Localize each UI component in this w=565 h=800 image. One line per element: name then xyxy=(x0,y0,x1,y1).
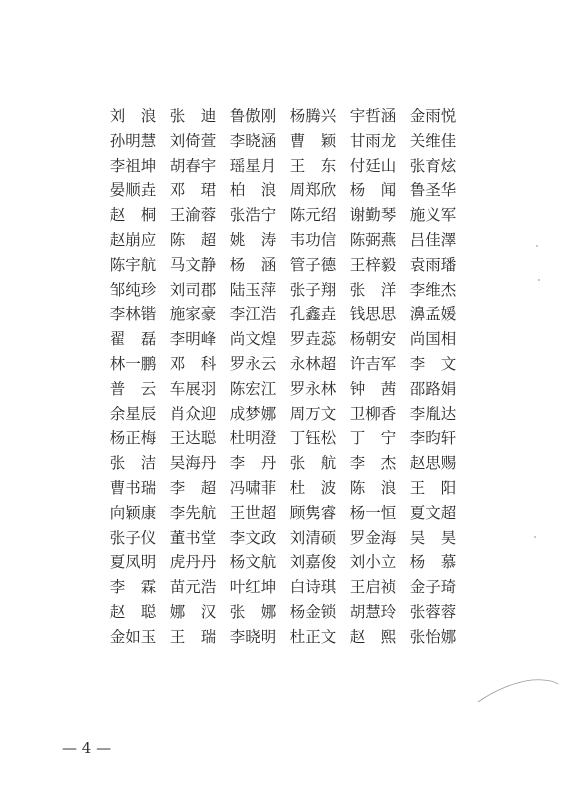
name-entry: 丁 宁 xyxy=(349,429,397,448)
name-entry: 罗垚蕊 xyxy=(289,330,337,349)
name-entry: 刘 浪 xyxy=(109,107,157,125)
name-entry: 谢勤琴 xyxy=(349,206,397,225)
name-entry: 罗金海 xyxy=(349,528,397,547)
name-entry: 陈宏江 xyxy=(229,379,277,398)
name-entry: 罗永云 xyxy=(229,354,277,373)
name-entry: 王渝蓉 xyxy=(169,206,217,225)
name-entry: 管子德 xyxy=(289,255,337,274)
name-entry: 胡春宇 xyxy=(169,156,217,175)
name-entry: 杨 闻 xyxy=(349,181,397,200)
name-entry: 王启祯 xyxy=(349,578,397,597)
name-entry: 关维佳 xyxy=(409,131,457,150)
name-entry: 顾隽睿 xyxy=(289,503,337,522)
name-entry: 李江浩 xyxy=(229,305,277,324)
name-entry: 李明峰 xyxy=(169,330,217,349)
name-entry: 陈元绍 xyxy=(289,206,337,225)
name-entry: 张 洁 xyxy=(109,454,157,473)
name-entry: 李昀轩 xyxy=(409,429,457,448)
name-entry: 邓 科 xyxy=(169,354,217,373)
name-entry: 韦功信 xyxy=(289,230,337,249)
name-entry: 鲁圣华 xyxy=(409,181,457,200)
name-entry: 卫柳香 xyxy=(349,404,397,423)
name-entry: 袁雨璠 xyxy=(409,255,457,274)
name-entry: 李 文 xyxy=(409,354,457,373)
name-entry: 杜明澄 xyxy=(229,429,277,448)
name-entry: 李文政 xyxy=(229,528,277,547)
name-entry: 宇哲涵 xyxy=(349,107,397,125)
name-entry: 金子琦 xyxy=(409,578,457,597)
name-entry: 李 超 xyxy=(169,478,217,497)
name-entry: 张 迪 xyxy=(169,107,217,125)
name-entry: 付廷山 xyxy=(349,156,397,175)
name-entry: 李先航 xyxy=(169,503,217,522)
name-entry: 刘倚萱 xyxy=(169,131,217,150)
name-entry: 尚文煌 xyxy=(229,330,277,349)
name-entry: 姚 涛 xyxy=(229,230,277,249)
name-entry: 施家豪 xyxy=(169,305,217,324)
name-entry: 李祖坤 xyxy=(109,156,157,175)
name-entry: 林一鹏 xyxy=(109,354,157,373)
name-list xyxy=(103,104,463,650)
scan-speck xyxy=(538,279,540,281)
name-entry: 叶红坤 xyxy=(229,578,277,597)
name-entry: 张 航 xyxy=(289,454,337,473)
name-entry: 赵 熙 xyxy=(349,627,397,646)
name-entry: 成梦娜 xyxy=(229,404,277,423)
name-entry: 杨金锁 xyxy=(289,602,337,621)
name-entry: 张子翔 xyxy=(289,280,337,299)
name-entry: 张子仪 xyxy=(109,528,157,547)
name-entry: 瑶星月 xyxy=(229,156,277,175)
name-entry: 杨腾兴 xyxy=(289,107,337,125)
name-entry: 张蓉蓉 xyxy=(409,602,457,621)
name-entry: 李胤达 xyxy=(409,404,457,423)
name-entry: 钟 茜 xyxy=(349,379,397,398)
name-entry: 夏文超 xyxy=(409,503,457,522)
name-entry: 普 云 xyxy=(109,379,157,398)
pen-mark-decoration xyxy=(470,672,560,712)
name-entry: 刘清硕 xyxy=(289,528,337,547)
name-entry: 晏顺垚 xyxy=(109,181,157,200)
name-entry: 刘嘉俊 xyxy=(289,553,337,572)
name-entry: 金如玉 xyxy=(109,627,157,646)
name-entry: 柏 浪 xyxy=(229,181,277,200)
name-entry: 杨 慕 xyxy=(409,553,457,572)
name-entry: 陈 浪 xyxy=(349,478,397,497)
name-entry: 张育炫 xyxy=(409,156,457,175)
name-entry: 陈宇航 xyxy=(109,255,157,274)
name-entry: 余星辰 xyxy=(109,404,157,423)
name-entry: 丁钰松 xyxy=(289,429,337,448)
name-entry: 周万文 xyxy=(289,404,337,423)
name-entry: 冯啸菲 xyxy=(229,478,277,497)
name-entry: 陆玉萍 xyxy=(229,280,277,299)
name-entry: 罗永林 xyxy=(289,379,337,398)
name-entry: 夏凤明 xyxy=(109,553,157,572)
name-entry: 许吉军 xyxy=(349,354,397,373)
name-entry: 杨一恒 xyxy=(349,503,397,522)
name-entry: 李 丹 xyxy=(229,454,277,473)
name-entry: 车展羽 xyxy=(169,379,217,398)
name-entry: 虎丹丹 xyxy=(169,553,217,572)
name-entry: 李维杰 xyxy=(409,280,457,299)
scan-speck xyxy=(536,245,538,247)
name-entry: 吴海丹 xyxy=(169,454,217,473)
name-entry: 濞孟媛 xyxy=(409,305,457,324)
name-entry: 娜 汉 xyxy=(169,602,217,621)
name-entry: 肖众迎 xyxy=(169,404,217,423)
name-entry: 张 娜 xyxy=(229,602,277,621)
name-entry: 刘小立 xyxy=(349,553,397,572)
name-entry: 钱思思 xyxy=(349,305,397,324)
name-entry: 王梓毅 xyxy=(349,255,397,274)
name-entry: 邓 珺 xyxy=(169,181,217,200)
name-entry: 王 阳 xyxy=(409,478,457,497)
name-entry: 向颖康 xyxy=(109,503,157,522)
name-entry: 刘司郡 xyxy=(169,280,217,299)
name-entry: 陈 超 xyxy=(169,230,217,249)
name-entry: 李林锴 xyxy=(109,305,157,324)
name-entry: 王 东 xyxy=(289,156,337,175)
name-entry: 尚国相 xyxy=(409,330,457,349)
name-entry: 杨正梅 xyxy=(109,429,157,448)
page-number: — 4 — xyxy=(62,739,112,757)
name-entry: 孔鑫垚 xyxy=(289,305,337,324)
name-entry: 李晓涵 xyxy=(229,131,277,150)
name-entry: 邹纯珍 xyxy=(109,280,157,299)
name-entry: 李 霖 xyxy=(109,578,157,597)
name-entry: 施义军 xyxy=(409,206,457,225)
name-entry: 鲁傲刚 xyxy=(229,107,277,125)
name-entry: 李 杰 xyxy=(349,454,397,473)
name-entry: 赵 桐 xyxy=(109,206,157,225)
name-entry: 赵思赐 xyxy=(409,454,457,473)
name-entry: 张 洋 xyxy=(349,280,397,299)
name-entry: 王世超 xyxy=(229,503,277,522)
name-entry: 曹 颖 xyxy=(289,131,337,150)
name-entry: 赵 聪 xyxy=(109,602,157,621)
name-entry: 甘雨龙 xyxy=(349,131,397,150)
name-entry: 永林超 xyxy=(289,354,337,373)
name-entry: 王 瑞 xyxy=(169,627,217,646)
name-entry: 杜正文 xyxy=(289,627,337,646)
name-entry: 吕佳澤 xyxy=(409,230,457,249)
name-entry: 王达聪 xyxy=(169,429,217,448)
name-entry: 杨朝安 xyxy=(349,330,397,349)
name-entry: 马文静 xyxy=(169,255,217,274)
name-entry: 杜 波 xyxy=(289,478,337,497)
name-entry: 苗元浩 xyxy=(169,578,217,597)
name-entry: 张浩宁 xyxy=(229,206,277,225)
name-entry: 胡慧玲 xyxy=(349,602,397,621)
name-entry: 曹书瑞 xyxy=(109,478,157,497)
name-entry: 邵路娟 xyxy=(409,379,457,398)
name-entry: 张怡娜 xyxy=(409,627,457,646)
name-entry: 李晓明 xyxy=(229,627,277,646)
name-entry: 杨文航 xyxy=(229,553,277,572)
scan-speck xyxy=(534,536,536,538)
name-entry: 白诗琪 xyxy=(289,578,337,597)
name-entry: 金雨悦 xyxy=(409,107,457,125)
name-entry: 董书堂 xyxy=(169,528,217,547)
name-entry: 翟 磊 xyxy=(109,330,157,349)
name-entry: 杨 涵 xyxy=(229,255,277,274)
name-entry: 孙明慧 xyxy=(109,131,157,150)
name-entry: 陈弼燕 xyxy=(349,230,397,249)
name-entry: 赵崩应 xyxy=(109,230,157,249)
name-entry: 周郑欣 xyxy=(289,181,337,200)
name-entry: 吴 昊 xyxy=(409,528,457,547)
